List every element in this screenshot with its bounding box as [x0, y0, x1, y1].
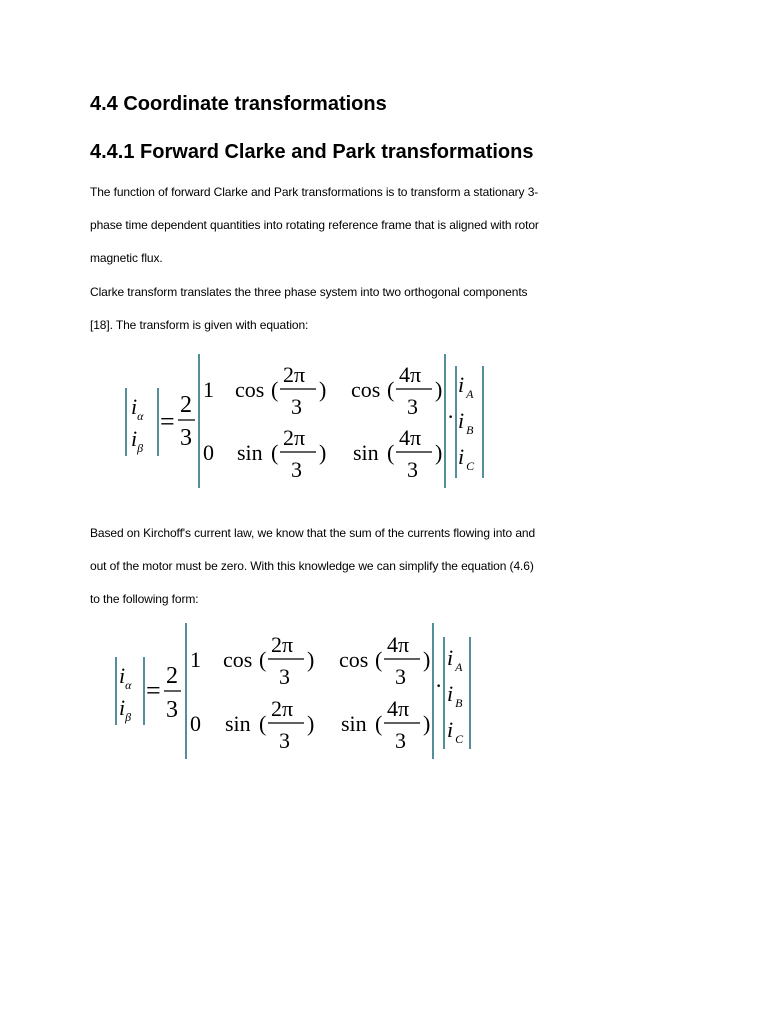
paren: )	[435, 440, 443, 465]
paren: (	[259, 711, 267, 736]
paren: )	[319, 440, 327, 465]
equals-sign: =	[146, 676, 161, 705]
coef-denominator: 3	[166, 697, 178, 723]
paren: (	[375, 711, 383, 736]
paragraph-line: phase time dependent quantities into rotating reference frame that is aligned with rotor	[90, 218, 539, 232]
i-beta: $i_\beta$	[119, 695, 132, 724]
fraction-num: 4π	[399, 425, 422, 450]
fraction-den: 3	[279, 728, 290, 753]
i-B: i $_B$	[447, 681, 463, 710]
equals-sign: =	[160, 407, 175, 436]
sin-label: sin	[353, 440, 379, 465]
paragraph-line: out of the motor must be zero. With this knowledge we can simplify the equation (4.6)	[90, 559, 534, 573]
subsection-heading: 4.4.1 Forward Clarke and Park transformations	[90, 141, 534, 163]
sin-label: sin	[237, 440, 263, 465]
i-A: i $_A$	[447, 645, 463, 674]
paren: (	[387, 440, 395, 465]
paragraph-line: magnetic flux.	[90, 251, 163, 265]
paren: )	[435, 377, 443, 402]
matrix-entry: 1	[203, 377, 214, 402]
cos-label: cos	[223, 647, 253, 672]
sin-label: sin	[225, 711, 251, 736]
fraction-num: 2π	[283, 362, 306, 387]
section-heading: 4.4 Coordinate transformations	[90, 93, 387, 115]
i-beta: $i_\beta$	[131, 426, 144, 455]
dot-operator: ·	[447, 404, 455, 429]
i-C: i $_C$	[458, 444, 475, 473]
fraction-den: 3	[291, 394, 302, 419]
fraction-den: 3	[291, 457, 302, 482]
paragraph-line: [18]. The transform is given with equation:	[90, 318, 309, 332]
fraction-num: 4π	[387, 632, 410, 657]
coef-numerator: 2	[166, 663, 178, 689]
fraction-den: 3	[407, 457, 418, 482]
paren: (	[259, 647, 267, 672]
sin-label: sin	[341, 711, 367, 736]
coef-numerator: 2	[180, 392, 192, 418]
paren: )	[423, 647, 431, 672]
fraction-num: 2π	[271, 696, 294, 721]
fraction-den: 3	[407, 394, 418, 419]
fraction-den: 3	[395, 728, 406, 753]
fraction-den: 3	[279, 664, 290, 689]
fraction-num: 2π	[271, 632, 294, 657]
paren: (	[271, 440, 279, 465]
paren: )	[319, 377, 327, 402]
i-B: i $_B$	[458, 408, 474, 437]
fraction-den: 3	[395, 664, 406, 689]
paragraph-line: The function of forward Clarke and Park transformations is to transform a stationary 3-	[90, 185, 539, 199]
paragraph-line: Based on Kirchoff's current law, we know that the sum of the currents flowing into and	[90, 526, 536, 540]
paren: )	[423, 711, 431, 736]
i-A: i $_A$	[458, 372, 474, 401]
matrix-entry: 0	[190, 711, 201, 736]
paren: (	[387, 377, 395, 402]
fraction-num: 2π	[283, 425, 306, 450]
fraction-num: 4π	[387, 696, 410, 721]
dot-operator: ·	[435, 673, 443, 698]
matrix-entry: 1	[190, 647, 201, 672]
paren: (	[375, 647, 383, 672]
i-alpha: $i_\alpha$	[119, 663, 132, 692]
paren: (	[271, 377, 279, 402]
paragraph-line: Clarke transform translates the three phase system into two orthogonal components	[90, 285, 528, 299]
paren: )	[307, 711, 315, 736]
cos-label: cos	[351, 377, 381, 402]
cos-label: cos	[339, 647, 369, 672]
fraction-num: 4π	[399, 362, 422, 387]
paragraph-line: to the following form:	[90, 592, 199, 606]
paren: )	[307, 647, 315, 672]
i-C: i $_C$	[447, 717, 464, 746]
cos-label: cos	[235, 377, 265, 402]
matrix-entry: 0	[203, 440, 214, 465]
i-alpha: $i_\alpha$	[131, 394, 144, 423]
coef-denominator: 3	[180, 425, 192, 451]
